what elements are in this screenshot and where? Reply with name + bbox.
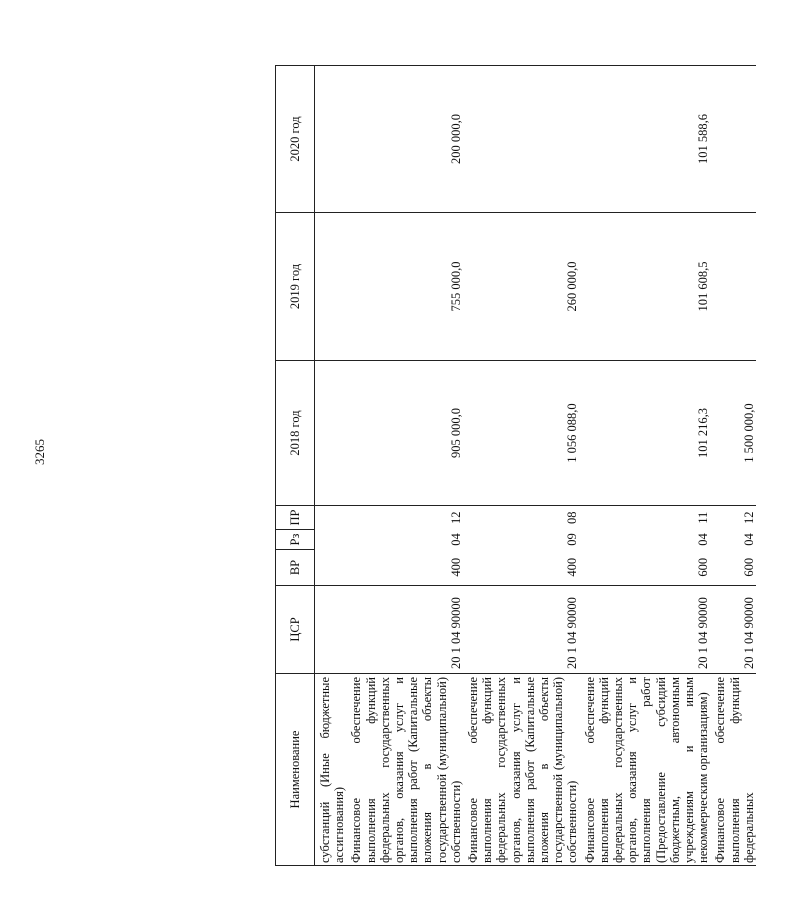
header-2018: 2018 год — [276, 361, 315, 506]
row-name: Финансовое обеспечение выполнения функций федеральных государственных органов, оказания услуг и выполнения работ (Капитальные вложения в объекты государственной (муниципальной) собственности) — [463, 674, 580, 866]
row-pr: 12 — [346, 506, 463, 530]
row-name: Финансовое обеспечение выполнения функций федеральных государственных органов, оказания услуг и выполнения работ (Капитальные вложения в объекты государственной (муниципальной) собственности) — [346, 674, 463, 866]
row-2020 — [315, 66, 347, 213]
row-2019: 755 000,0 — [346, 213, 463, 361]
table-row — [463, 66, 580, 866]
table-row — [710, 66, 756, 866]
row-2019 — [315, 213, 347, 361]
row-rz: 04 — [448, 533, 463, 546]
row-2018: 1 056 088,0 — [463, 361, 580, 506]
row-2018: 1 500 000,0 — [710, 361, 756, 506]
header-rz: Рз — [276, 530, 315, 550]
row-csr: 20 1 04 90000 — [580, 586, 711, 674]
row-2020 — [710, 66, 756, 213]
header-2019: 2019 год — [276, 213, 315, 361]
page-number: 3265 — [32, 439, 47, 465]
header-vr: ВР — [276, 550, 315, 586]
table-row — [315, 66, 347, 866]
row-2018 — [315, 361, 347, 506]
row-rz: 04 — [696, 533, 711, 546]
header-name: Наименование — [276, 674, 315, 866]
row-name: Финансовое обеспечение выполнения функций федеральных государственных органов, оказания услуг и выполнения работ (Предоставление субсидий бюджетным, автономным учреждениям и иным некоммерческим организациям) — [580, 674, 711, 866]
row-pr — [315, 506, 347, 530]
row-name: субстанций (Иные бюджетные ассигнования) — [315, 674, 347, 866]
table-header-row — [276, 66, 315, 866]
header-2020: 2020 год — [276, 66, 315, 213]
table-row — [580, 66, 711, 866]
row-vr: 400 — [463, 550, 580, 586]
row-rz — [315, 530, 347, 550]
header-pr: ПР — [276, 506, 315, 530]
table-row — [346, 66, 463, 866]
row-vr — [315, 550, 347, 586]
row-2019: 260 000,0 — [463, 213, 580, 361]
row-2018: 101 216,3 — [580, 361, 711, 506]
row-vr: 600 — [710, 550, 756, 586]
row-csr — [315, 586, 347, 674]
row-2019 — [710, 213, 756, 361]
budget-table-sheet — [275, 66, 795, 866]
row-pr: 11 — [580, 506, 711, 530]
row-2018: 905 000,0 — [346, 361, 463, 506]
row-pr: 12 — [710, 506, 756, 530]
row-vr: 400 — [346, 550, 463, 586]
row-csr: 20 1 04 90000 — [346, 586, 463, 674]
row-name: Финансовое обеспечение выполнения функций федеральных — [710, 674, 756, 866]
row-2019: 101 608,5 — [580, 213, 711, 361]
row-vr: 600 — [580, 550, 711, 586]
row-rz: 09 — [565, 533, 580, 546]
row-rz: 04 — [741, 533, 756, 546]
header-csr: ЦСР — [276, 586, 315, 674]
row-2020: 101 588,6 — [580, 66, 711, 213]
row-2020: 200 000,0 — [346, 66, 463, 213]
row-csr: 20 1 04 90000 — [710, 586, 756, 674]
row-2020 — [463, 66, 580, 213]
budget-table — [275, 65, 756, 866]
row-csr: 20 1 04 90000 — [463, 586, 580, 674]
row-pr: 08 — [463, 506, 580, 530]
